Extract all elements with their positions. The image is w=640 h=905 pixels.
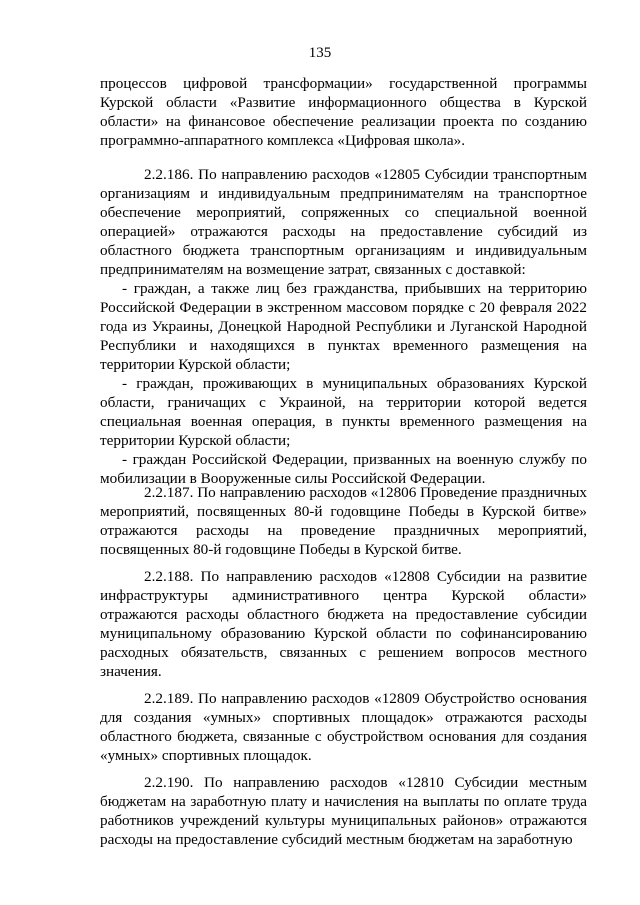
bullet-item-3: - граждан Российской Федерации, призванных на военную службу по мобилизации в Вооруженные силы Российской Федерации. bbox=[100, 451, 587, 487]
paragraph-2-2-187: 2.2.187. По направлению расходов «12806 Проведение праздничных мероприятий, посвященных 80-й годовщине Победы в Курской битве» отражаются расходы на проведение праздничных мероприятий, посвященных 80-й годовщине Победы в Курской битве. bbox=[100, 484, 587, 558]
paragraph-2-2-188: 2.2.188. По направлению расходов «12808 Субсидии на развитие инфраструктуры административного центра Курской области» отражаются расходы областного бюджета на предоставление субсидии муниципальному образованию Курской области по софинансированию расходных обязательств, связанных с решением вопросов местного значения. bbox=[100, 568, 587, 680]
continuation-paragraph bbox=[100, 74, 587, 150]
bullet-item-1: - граждан, а также лиц без гражданства, прибывших на территорию Российской Федерации в экстренном массовом порядке с 20 февраля 2022 года из Украины, Донецкой Народной Республики и Луганской Народной Республики и находящихся в пунктах временного размещения на территории Курской области; bbox=[100, 280, 587, 373]
section-2-2-190 bbox=[100, 773, 587, 849]
section-2-2-188 bbox=[100, 567, 587, 681]
section-2-2-189 bbox=[100, 689, 587, 765]
paragraph-continuation: процессов цифровой трансформации» государственной программы Курской области «Развитие информационного общества в Курской области» на финансовое обеспечение реализации проекта по созданию программно-аппаратного комплекса «Цифровая школа». bbox=[100, 75, 587, 149]
page-number: 135 bbox=[308, 45, 332, 61]
paragraph-2-2-190: 2.2.190. По направлению расходов «12810 Субсидии местным бюджетам на заработную плату и начисления на выплаты по оплате труда работников учреждений культуры муниципальных районов» отражаются расходы на предоставление субсидий местным бюджетам на заработную bbox=[100, 774, 587, 848]
paragraph-2-2-186: 2.2.186. По направлению расходов «12805 Субсидии транспортным организациям и индивидуальным предпринимателям на транспортное обеспечение мероприятий, сопряженных со специальной военной операцией» отражаются расходы на предоставление субсидий из областного бюджета транспортным организациям и индивидуальным предпринимателям на возмещение затрат, связанных с доставкой: bbox=[100, 166, 587, 278]
section-2-2-187 bbox=[100, 483, 587, 559]
section-2-2-186 bbox=[100, 165, 587, 488]
paragraph-2-2-189: 2.2.189. По направлению расходов «12809 Обустройство основания для создания «умных» спортивных площадок» отражаются расходы областного бюджета, связанные с обустройством основания для создания «умных» спортивных площадок. bbox=[100, 690, 587, 764]
bullet-item-2: - граждан, проживающих в муниципальных образованиях Курской области, граничащих с Украиной, на территории которой ведется специальная военная операция, в пункты временного размещения на территории Курской области; bbox=[100, 375, 587, 449]
